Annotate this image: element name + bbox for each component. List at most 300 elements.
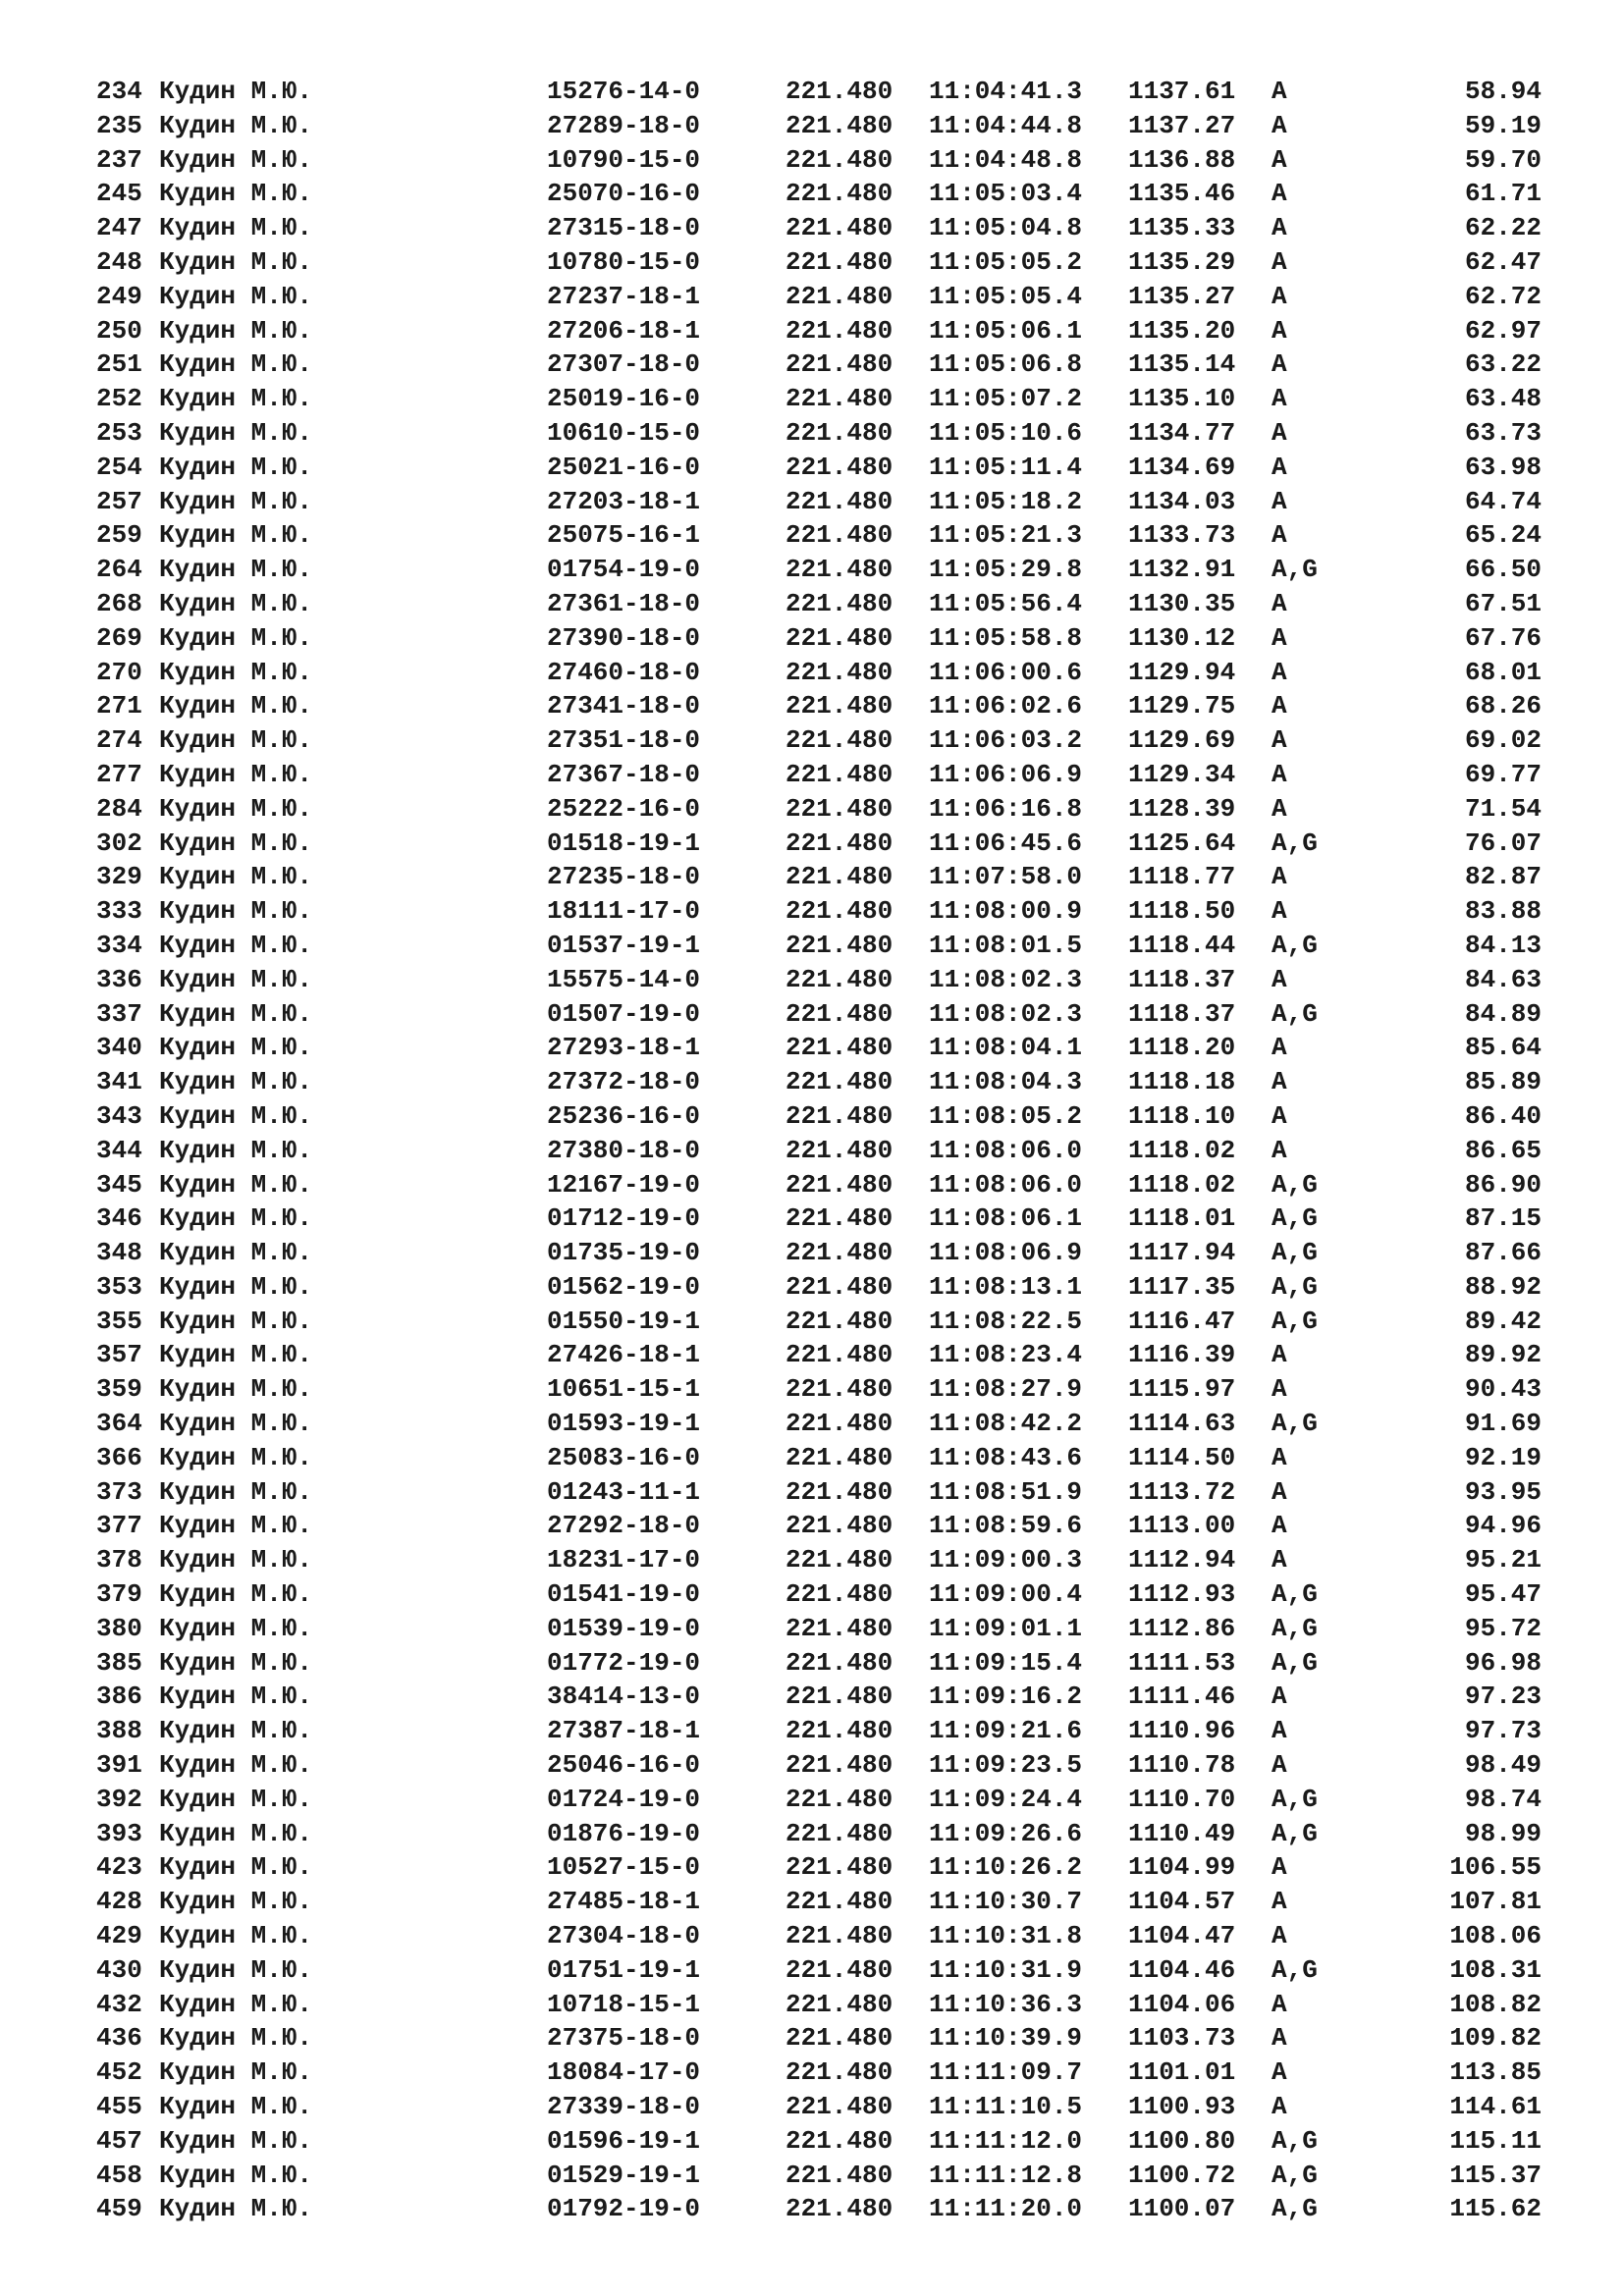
owner-name-cell: Кудин М.Ю. — [159, 384, 313, 414]
flags-cell: A,G — [1272, 1203, 1318, 1234]
ring-code-cell: 27351-18-0 — [547, 725, 701, 756]
arrival-time-cell: 11:08:06.0 — [929, 1135, 1083, 1165]
distance-cell: 1134.03 — [1128, 486, 1236, 516]
arrival-time-cell: 11:05:05.2 — [929, 246, 1083, 277]
row-number-cell: 457 — [96, 2125, 142, 2156]
arrival-time-cell: 11:06:45.6 — [929, 828, 1083, 858]
distance-cell: 1112.94 — [1128, 1545, 1236, 1575]
owner-name-cell: Кудин М.Ю. — [159, 179, 313, 209]
flags-cell: A — [1272, 1374, 1287, 1405]
flags-cell: A — [1272, 1989, 1287, 2019]
owner-name-cell: Кудин М.Ю. — [159, 213, 313, 243]
frequency-cell: 221.480 — [785, 213, 893, 243]
table-row — [0, 1850, 1624, 1885]
owner-name-cell: Кудин М.Ю. — [159, 862, 313, 892]
ring-code-cell: 01876-19-0 — [547, 1818, 701, 1848]
flags-cell: A — [1272, 622, 1287, 653]
table-row — [0, 211, 1624, 245]
flags-cell: A,G — [1272, 828, 1318, 858]
ring-code-cell: 01792-19-0 — [547, 2194, 701, 2224]
ring-code-cell: 10780-15-0 — [547, 246, 701, 277]
table-row — [0, 1953, 1624, 1988]
distance-cell: 1135.46 — [1128, 179, 1236, 209]
arrival-time-cell: 11:08:06.0 — [929, 1169, 1083, 1200]
value-cell: 115.37 — [1449, 2160, 1542, 2190]
value-cell: 67.76 — [1464, 622, 1542, 653]
distance-cell: 1113.00 — [1128, 1511, 1236, 1541]
ring-code-cell: 01772-19-0 — [547, 1647, 701, 1678]
arrival-time-cell: 11:08:06.9 — [929, 1238, 1083, 1268]
row-number-cell: 245 — [96, 179, 142, 209]
row-number-cell: 385 — [96, 1647, 142, 1678]
value-cell: 98.99 — [1464, 1818, 1542, 1848]
owner-name-cell: Кудин М.Ю. — [159, 793, 313, 824]
distance-cell: 1116.39 — [1128, 1340, 1236, 1370]
distance-cell: 1118.44 — [1128, 930, 1236, 960]
owner-name-cell: Кудин М.Ю. — [159, 1100, 313, 1131]
value-cell: 86.65 — [1464, 1135, 1542, 1165]
ring-code-cell: 25222-16-0 — [547, 793, 701, 824]
row-number-cell: 458 — [96, 2160, 142, 2190]
distance-cell: 1134.77 — [1128, 417, 1236, 448]
frequency-cell: 221.480 — [785, 657, 893, 687]
table-row — [0, 177, 1624, 211]
row-number-cell: 250 — [96, 315, 142, 346]
frequency-cell: 221.480 — [785, 246, 893, 277]
table-row — [0, 758, 1624, 792]
arrival-time-cell: 11:11:12.8 — [929, 2160, 1083, 2190]
ring-code-cell: 01507-19-0 — [547, 998, 701, 1029]
owner-name-cell: Кудин М.Ю. — [159, 1818, 313, 1848]
distance-cell: 1133.73 — [1128, 520, 1236, 551]
flags-cell: A — [1272, 2057, 1287, 2088]
row-number-cell: 337 — [96, 998, 142, 1029]
table-row — [0, 1612, 1624, 1646]
value-cell: 94.96 — [1464, 1511, 1542, 1541]
frequency-cell: 221.480 — [785, 77, 893, 106]
arrival-time-cell: 11:10:39.9 — [929, 2023, 1083, 2054]
frequency-cell: 221.480 — [785, 828, 893, 858]
frequency-cell: 221.480 — [785, 1511, 893, 1541]
ring-code-cell: 01751-19-1 — [547, 1954, 701, 1985]
flags-cell: A — [1272, 417, 1287, 448]
value-cell: 58.94 — [1464, 77, 1542, 106]
arrival-time-cell: 11:05:18.2 — [929, 486, 1083, 516]
frequency-cell: 221.480 — [785, 1579, 893, 1610]
value-cell: 63.48 — [1464, 384, 1542, 414]
distance-cell: 1104.99 — [1128, 1852, 1236, 1883]
owner-name-cell: Кудин М.Ю. — [159, 1238, 313, 1268]
frequency-cell: 221.480 — [785, 2092, 893, 2122]
distance-cell: 1110.78 — [1128, 1750, 1236, 1781]
owner-name-cell: Кудин М.Ю. — [159, 110, 313, 140]
arrival-time-cell: 11:05:21.3 — [929, 520, 1083, 551]
value-cell: 66.50 — [1464, 555, 1542, 585]
owner-name-cell: Кудин М.Ю. — [159, 1409, 313, 1439]
row-number-cell: 302 — [96, 828, 142, 858]
value-cell: 86.40 — [1464, 1100, 1542, 1131]
flags-cell: A,G — [1272, 1818, 1318, 1848]
ring-code-cell: 18231-17-0 — [547, 1545, 701, 1575]
flags-cell: A — [1272, 2092, 1287, 2122]
table-row — [0, 2192, 1624, 2226]
row-number-cell: 248 — [96, 246, 142, 277]
distance-cell: 1117.94 — [1128, 1238, 1236, 1268]
frequency-cell: 221.480 — [785, 1954, 893, 1985]
value-cell: 68.26 — [1464, 691, 1542, 721]
row-number-cell: 329 — [96, 862, 142, 892]
table-row — [0, 1338, 1624, 1372]
frequency-cell: 221.480 — [785, 964, 893, 994]
ring-code-cell: 27293-18-1 — [547, 1033, 701, 1063]
owner-name-cell: Кудин М.Ю. — [159, 1067, 313, 1097]
row-number-cell: 388 — [96, 1716, 142, 1746]
value-cell: 65.24 — [1464, 520, 1542, 551]
flags-cell: A — [1272, 1442, 1287, 1472]
flags-cell: A,G — [1272, 2194, 1318, 2224]
distance-cell: 1129.94 — [1128, 657, 1236, 687]
row-number-cell: 336 — [96, 964, 142, 994]
row-number-cell: 254 — [96, 452, 142, 482]
frequency-cell: 221.480 — [785, 759, 893, 789]
flags-cell: A,G — [1272, 1271, 1318, 1302]
flags-cell: A — [1272, 1476, 1287, 1507]
table-row — [0, 792, 1624, 827]
ring-code-cell: 38414-13-0 — [547, 1682, 701, 1712]
arrival-time-cell: 11:05:11.4 — [929, 452, 1083, 482]
ring-code-cell: 25083-16-0 — [547, 1442, 701, 1472]
table-row — [0, 621, 1624, 656]
flags-cell: A — [1272, 896, 1287, 927]
owner-name-cell: Кудин М.Ю. — [159, 77, 313, 106]
distance-cell: 1112.86 — [1128, 1613, 1236, 1643]
arrival-time-cell: 11:11:09.7 — [929, 2057, 1083, 2088]
flags-cell: A,G — [1272, 1306, 1318, 1336]
table-row — [0, 1305, 1624, 1339]
value-cell: 96.98 — [1464, 1647, 1542, 1678]
owner-name-cell: Кудин М.Ю. — [159, 2194, 313, 2224]
distance-cell: 1134.69 — [1128, 452, 1236, 482]
row-number-cell: 386 — [96, 1682, 142, 1712]
row-number-cell: 392 — [96, 1784, 142, 1814]
frequency-cell: 221.480 — [785, 486, 893, 516]
row-number-cell: 377 — [96, 1511, 142, 1541]
table-row — [0, 1441, 1624, 1475]
ring-code-cell: 27292-18-0 — [547, 1511, 701, 1541]
ring-code-cell: 27426-18-1 — [547, 1340, 701, 1370]
row-number-cell: 357 — [96, 1340, 142, 1370]
owner-name-cell: Кудин М.Ю. — [159, 520, 313, 551]
flags-cell: A,G — [1272, 1613, 1318, 1643]
flags-cell: A — [1272, 588, 1287, 618]
arrival-time-cell: 11:06:00.6 — [929, 657, 1083, 687]
ring-code-cell: 01754-19-0 — [547, 555, 701, 585]
table-row — [0, 1509, 1624, 1543]
arrival-time-cell: 11:05:06.1 — [929, 315, 1083, 346]
row-number-cell: 364 — [96, 1409, 142, 1439]
value-cell: 93.95 — [1464, 1476, 1542, 1507]
frequency-cell: 221.480 — [785, 2125, 893, 2156]
owner-name-cell: Кудин М.Ю. — [159, 2092, 313, 2122]
flags-cell: A — [1272, 1921, 1287, 1951]
value-cell: 90.43 — [1464, 1374, 1542, 1405]
row-number-cell: 247 — [96, 213, 142, 243]
row-number-cell: 234 — [96, 77, 142, 106]
flags-cell: A — [1272, 1135, 1287, 1165]
ring-code-cell: 25019-16-0 — [547, 384, 701, 414]
owner-name-cell: Кудин М.Ю. — [159, 896, 313, 927]
row-number-cell: 428 — [96, 1887, 142, 1917]
row-number-cell: 359 — [96, 1374, 142, 1405]
arrival-time-cell: 11:04:44.8 — [929, 110, 1083, 140]
arrival-time-cell: 11:10:31.9 — [929, 1954, 1083, 1985]
ring-code-cell: 01596-19-1 — [547, 2125, 701, 2156]
frequency-cell: 221.480 — [785, 725, 893, 756]
flags-cell: A — [1272, 179, 1287, 209]
distance-cell: 1130.35 — [1128, 588, 1236, 618]
arrival-time-cell: 11:07:58.0 — [929, 862, 1083, 892]
table-row — [0, 416, 1624, 451]
row-number-cell: 345 — [96, 1169, 142, 1200]
arrival-time-cell: 11:08:05.2 — [929, 1100, 1083, 1131]
distance-cell: 1104.46 — [1128, 1954, 1236, 1985]
table-row — [0, 1407, 1624, 1441]
arrival-time-cell: 11:05:04.8 — [929, 213, 1083, 243]
ring-code-cell: 27375-18-0 — [547, 2023, 701, 2054]
value-cell: 69.02 — [1464, 725, 1542, 756]
distance-cell: 1137.27 — [1128, 110, 1236, 140]
frequency-cell: 221.480 — [785, 1613, 893, 1643]
value-cell: 108.06 — [1449, 1921, 1542, 1951]
owner-name-cell: Кудин М.Ю. — [159, 1442, 313, 1472]
row-number-cell: 344 — [96, 1135, 142, 1165]
owner-name-cell: Кудин М.Ю. — [159, 1852, 313, 1883]
value-cell: 107.81 — [1449, 1887, 1542, 1917]
table-row — [0, 347, 1624, 382]
table-row — [0, 1817, 1624, 1851]
flags-cell: A — [1272, 1852, 1287, 1883]
flags-cell: A — [1272, 1067, 1287, 1097]
ring-code-cell: 27235-18-0 — [547, 862, 701, 892]
distance-cell: 1135.27 — [1128, 281, 1236, 311]
ring-code-cell: 01562-19-0 — [547, 1271, 701, 1302]
distance-cell: 1114.63 — [1128, 1409, 1236, 1439]
flags-cell: A,G — [1272, 930, 1318, 960]
flags-cell: A — [1272, 1033, 1287, 1063]
value-cell: 89.92 — [1464, 1340, 1542, 1370]
distance-cell: 1104.06 — [1128, 1989, 1236, 2019]
arrival-time-cell: 11:05:10.6 — [929, 417, 1083, 448]
flags-cell: A — [1272, 110, 1287, 140]
arrival-time-cell: 11:10:36.3 — [929, 1989, 1083, 2019]
owner-name-cell: Кудин М.Ю. — [159, 1476, 313, 1507]
flags-cell: A,G — [1272, 2125, 1318, 2156]
arrival-time-cell: 11:10:26.2 — [929, 1852, 1083, 1883]
flags-cell: A — [1272, 691, 1287, 721]
arrival-time-cell: 11:05:05.4 — [929, 281, 1083, 311]
arrival-time-cell: 11:09:00.3 — [929, 1545, 1083, 1575]
frequency-cell: 221.480 — [785, 1476, 893, 1507]
ring-code-cell: 25046-16-0 — [547, 1750, 701, 1781]
frequency-cell: 221.480 — [785, 179, 893, 209]
distance-cell: 1129.34 — [1128, 759, 1236, 789]
frequency-cell: 221.480 — [785, 1374, 893, 1405]
ring-code-cell: 27203-18-1 — [547, 486, 701, 516]
flags-cell: A — [1272, 246, 1287, 277]
row-number-cell: 346 — [96, 1203, 142, 1234]
table-row — [0, 929, 1624, 963]
arrival-time-cell: 11:04:41.3 — [929, 77, 1083, 106]
ring-code-cell: 27307-18-0 — [547, 349, 701, 380]
owner-name-cell: Кудин М.Ю. — [159, 657, 313, 687]
ring-code-cell: 18111-17-0 — [547, 896, 701, 927]
value-cell: 63.22 — [1464, 349, 1542, 380]
row-number-cell: 259 — [96, 520, 142, 551]
value-cell: 92.19 — [1464, 1442, 1542, 1472]
ring-code-cell: 01243-11-1 — [547, 1476, 701, 1507]
owner-name-cell: Кудин М.Ю. — [159, 588, 313, 618]
value-cell: 82.87 — [1464, 862, 1542, 892]
table-row — [0, 1270, 1624, 1305]
value-cell: 88.92 — [1464, 1271, 1542, 1302]
distance-cell: 1116.47 — [1128, 1306, 1236, 1336]
owner-name-cell: Кудин М.Ю. — [159, 1169, 313, 1200]
owner-name-cell: Кудин М.Ю. — [159, 1921, 313, 1951]
table-row — [0, 1372, 1624, 1407]
ring-code-cell: 01529-19-1 — [547, 2160, 701, 2190]
flags-cell: A,G — [1272, 1784, 1318, 1814]
arrival-time-cell: 11:09:23.5 — [929, 1750, 1083, 1781]
flags-cell: A,G — [1272, 998, 1318, 1029]
frequency-cell: 221.480 — [785, 1682, 893, 1712]
flags-cell: A — [1272, 1682, 1287, 1712]
table-row — [0, 1031, 1624, 1065]
table-row — [0, 1475, 1624, 1510]
value-cell: 59.70 — [1464, 144, 1542, 175]
ring-code-cell: 27206-18-1 — [547, 315, 701, 346]
flags-cell: A — [1272, 1100, 1287, 1131]
row-number-cell: 343 — [96, 1100, 142, 1131]
frequency-cell: 221.480 — [785, 2160, 893, 2190]
owner-name-cell: Кудин М.Ю. — [159, 725, 313, 756]
value-cell: 68.01 — [1464, 657, 1542, 687]
ring-code-cell: 01518-19-1 — [547, 828, 701, 858]
value-cell: 62.22 — [1464, 213, 1542, 243]
table-row — [0, 75, 1624, 109]
owner-name-cell: Кудин М.Ю. — [159, 1954, 313, 1985]
owner-name-cell: Кудин М.Ю. — [159, 1613, 313, 1643]
table-row — [0, 2090, 1624, 2124]
frequency-cell: 221.480 — [785, 1067, 893, 1097]
table-row — [0, 1680, 1624, 1714]
distance-cell: 1135.29 — [1128, 246, 1236, 277]
value-cell: 108.82 — [1449, 1989, 1542, 2019]
owner-name-cell: Кудин М.Ю. — [159, 281, 313, 311]
flags-cell: A — [1272, 1716, 1287, 1746]
frequency-cell: 221.480 — [785, 896, 893, 927]
distance-cell: 1104.47 — [1128, 1921, 1236, 1951]
frequency-cell: 221.480 — [785, 1750, 893, 1781]
flags-cell: A,G — [1272, 2160, 1318, 2190]
distance-cell: 1118.20 — [1128, 1033, 1236, 1063]
distance-cell: 1113.72 — [1128, 1476, 1236, 1507]
arrival-time-cell: 11:11:20.0 — [929, 2194, 1083, 2224]
distance-cell: 1118.01 — [1128, 1203, 1236, 1234]
owner-name-cell: Кудин М.Ю. — [159, 1647, 313, 1678]
row-number-cell: 274 — [96, 725, 142, 756]
arrival-time-cell: 11:11:12.0 — [929, 2125, 1083, 2156]
row-number-cell: 455 — [96, 2092, 142, 2122]
ring-code-cell: 27485-18-1 — [547, 1887, 701, 1917]
table-row — [0, 1201, 1624, 1236]
row-number-cell: 429 — [96, 1921, 142, 1951]
arrival-time-cell: 11:09:21.6 — [929, 1716, 1083, 1746]
arrival-time-cell: 11:08:02.3 — [929, 998, 1083, 1029]
value-cell: 85.89 — [1464, 1067, 1542, 1097]
ring-code-cell: 01541-19-0 — [547, 1579, 701, 1610]
row-number-cell: 257 — [96, 486, 142, 516]
distance-cell: 1110.49 — [1128, 1818, 1236, 1848]
distance-cell: 1128.39 — [1128, 793, 1236, 824]
distance-cell: 1100.07 — [1128, 2194, 1236, 2224]
owner-name-cell: Кудин М.Ю. — [159, 1271, 313, 1302]
value-cell: 95.21 — [1464, 1545, 1542, 1575]
frequency-cell: 221.480 — [785, 998, 893, 1029]
ring-code-cell: 15276-14-0 — [547, 77, 701, 106]
ring-code-cell: 27387-18-1 — [547, 1716, 701, 1746]
value-cell: 95.72 — [1464, 1613, 1542, 1643]
frequency-cell: 221.480 — [785, 2194, 893, 2224]
arrival-time-cell: 11:08:02.3 — [929, 964, 1083, 994]
arrival-time-cell: 11:05:06.8 — [929, 349, 1083, 380]
value-cell: 63.98 — [1464, 452, 1542, 482]
distance-cell: 1118.10 — [1128, 1100, 1236, 1131]
frequency-cell: 221.480 — [785, 1442, 893, 1472]
row-number-cell: 251 — [96, 349, 142, 380]
owner-name-cell: Кудин М.Ю. — [159, 1033, 313, 1063]
frequency-cell: 221.480 — [785, 110, 893, 140]
arrival-time-cell: 11:08:13.1 — [929, 1271, 1083, 1302]
frequency-cell: 221.480 — [785, 1238, 893, 1268]
flags-cell: A,G — [1272, 1169, 1318, 1200]
distance-cell: 1135.33 — [1128, 213, 1236, 243]
owner-name-cell: Кудин М.Ю. — [159, 1374, 313, 1405]
arrival-time-cell: 11:08:06.1 — [929, 1203, 1083, 1234]
frequency-cell: 221.480 — [785, 930, 893, 960]
row-number-cell: 432 — [96, 1989, 142, 2019]
flags-cell: A,G — [1272, 1238, 1318, 1268]
flags-cell: A,G — [1272, 555, 1318, 585]
row-number-cell: 452 — [96, 2057, 142, 2088]
flags-cell: A,G — [1272, 1409, 1318, 1439]
value-cell: 61.71 — [1464, 179, 1542, 209]
frequency-cell: 221.480 — [785, 452, 893, 482]
value-cell: 64.74 — [1464, 486, 1542, 516]
distance-cell: 1129.69 — [1128, 725, 1236, 756]
value-cell: 67.51 — [1464, 588, 1542, 618]
ring-code-cell: 27304-18-0 — [547, 1921, 701, 1951]
flags-cell: A — [1272, 657, 1287, 687]
frequency-cell: 221.480 — [785, 1784, 893, 1814]
row-number-cell: 366 — [96, 1442, 142, 1472]
distance-cell: 1137.61 — [1128, 77, 1236, 106]
flags-cell: A — [1272, 964, 1287, 994]
frequency-cell: 221.480 — [785, 1033, 893, 1063]
frequency-cell: 221.480 — [785, 2023, 893, 2054]
distance-cell: 1100.80 — [1128, 2125, 1236, 2156]
owner-name-cell: Кудин М.Ю. — [159, 349, 313, 380]
distance-cell: 1130.12 — [1128, 622, 1236, 653]
